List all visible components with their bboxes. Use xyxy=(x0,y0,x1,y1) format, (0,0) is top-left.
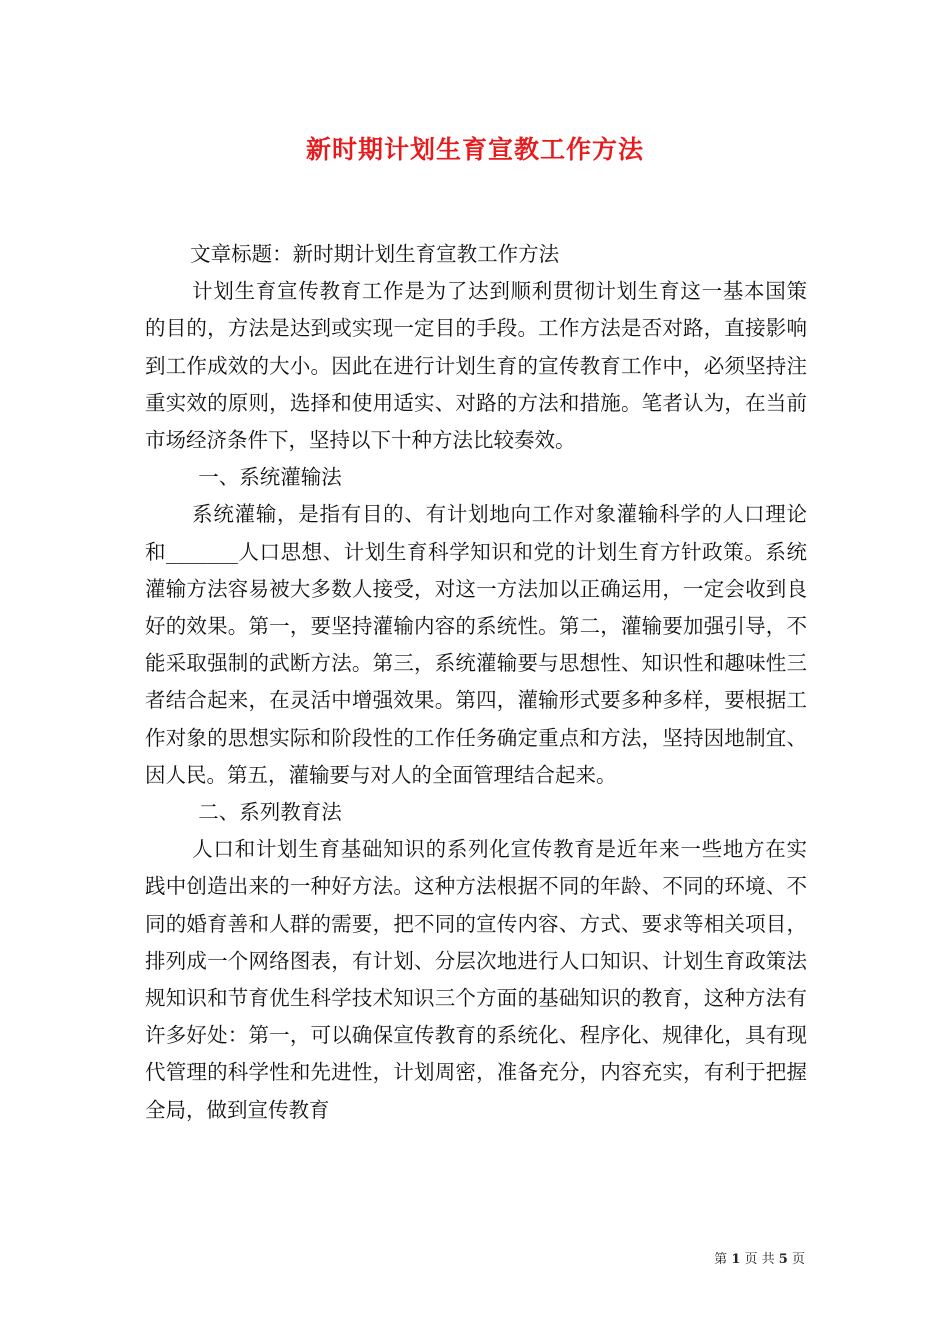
article-title-line: 文章标题：新时期计划生育宣教工作方法 xyxy=(190,242,560,266)
footer-middle: 页 共 xyxy=(744,1252,775,1267)
section-heading-1: 一、系统灌输法 xyxy=(198,465,342,490)
footer-page-number: 1 xyxy=(731,1252,741,1267)
document-title: 新时期计划生育宣教工作方法 xyxy=(305,135,644,164)
footer-total-pages: 5 xyxy=(778,1252,788,1267)
intro-paragraph: 计划生育宣传教育工作是为了达到顺利贯彻计划生育这一基本国策的目的，方法是达到或实现一定目的手段。工作方法是否对路，直接影响到工作成效的大小。因此在进行计划生育的宣传教育工作中，必须坚持注重实效的原则，选择和使用适实、对路的方法和措施。笔者认为，在当前市场经济条件下，坚持以下十种方法比较奏效。 xyxy=(145,279,807,453)
footer-prefix: 第 xyxy=(714,1252,728,1267)
section-2-paragraph: 人口和计划生育基础知识的系列化宣传教育是近年来一些地方在实践中创造出来的一种好方法。这种方法根据不同的年龄、不同的环境、不同的婚育善和人群的需要，把不同的宣传内容、方式、要求等相关项目，排列成一个网络图表，有计划、分层次地进行人口知识、计划生育政策法规知识和节育优生科学技术知识三个方面的基础知识的教育，这种方法有许多好处：第一，可以确保宣传教育的系统化、程序化、规律化，具有现代管理的科学性和先进性，计划周密，准备充分，内容充实，有利于把握全局，做到宣传教育 xyxy=(145,837,807,1122)
section-1-paragraph: 系统灌输，是指有目的、有计划地向工作对象灌输科学的人口理论和_______人口思想、计划生育科学知识和党的计划生育方针政策。系统灌输方法容易被大多数人接受，对这一方法加以正确运用，一定会收到良好的效果。第一，要坚持灌输内容的系统性。第二，灌输要加强引导，不能采取强制的武断方法。第三，系统灌输要与思想性、知识性和趣味性三者结合起来，在灵活中增强效果。第四，灌输形式要多种多样，要根据工作对象的思想实际和阶段性的工作任务确定重点和方法，坚持因地制宜、因人民。第五，灌输要与对人的全面管理结合起来。 xyxy=(145,502,807,787)
page-footer xyxy=(714,1248,805,1267)
document-body xyxy=(145,236,807,1129)
footer-suffix: 页 xyxy=(791,1252,805,1267)
section-heading-2: 二、系列教育法 xyxy=(198,800,342,825)
